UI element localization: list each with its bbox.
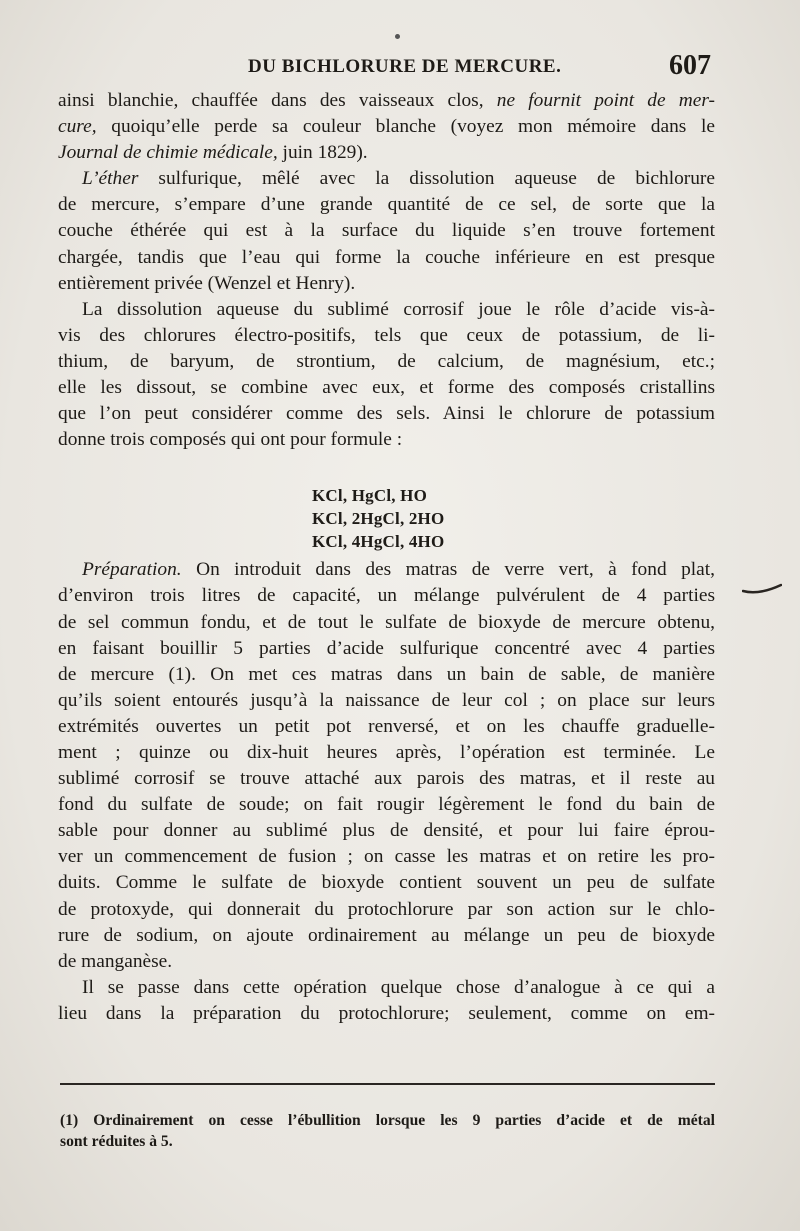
footnote-line: sont réduites à 5.	[60, 1133, 173, 1150]
printer-dot	[395, 34, 400, 39]
text-line: en faisant bouillir 5 parties d’acide sulfurique concentré avec 4 parties	[58, 637, 715, 659]
text-line: chargée, tandis que l’eau qui forme la couche inférieure en est presque	[58, 246, 715, 268]
text-line: cure, quoiqu’elle perde sa couleur blanche (voyez mon mémoire dans le	[58, 116, 715, 138]
text-line: ainsi blanchie, chauffée dans des vaisseaux clos, ne fournit point de mer-	[58, 90, 716, 111]
text-line: couche éthérée qui est à la surface du liquide s’en trouve fortement	[58, 220, 715, 242]
text-line: entièrement privée (Wenzel et Henry).	[58, 272, 356, 294]
text-line: Préparation. On introduit dans des matras de verre vert, à fond plat,	[82, 559, 715, 581]
text-line: elle les dissout, se combine avec eux, et forme des composés cristallins	[58, 377, 715, 399]
formula-line: KCl, 4HgCl, 4HO	[312, 532, 445, 551]
text-line: qu’ils soient entourés jusqu’à la naissance de leur col ; on place sur leurs	[58, 689, 715, 711]
text-line: rure de sodium, on ajoute ordinairement au mélange un peu de bioxyde	[58, 924, 715, 946]
formula-line: KCl, HgCl, HO	[312, 486, 427, 505]
text-line: duits. Comme le sulfate de bioxyde contient souvent un peu de sulfate	[58, 872, 715, 894]
text-line: ment ; quinze ou dix-huit heures après, l’opération est terminée. Le	[58, 741, 715, 763]
page-number: 607	[669, 50, 711, 81]
text-line: de mercure (1). On met ces matras dans un bain de sable, de manière	[58, 663, 715, 685]
text-line: sublimé corrosif se trouve attaché aux parois des matras, et il reste au	[58, 768, 715, 790]
text-line: donne trois composés qui ont pour formule :	[58, 429, 403, 451]
text-line: de sel commun fondu, et de tout le sulfate de bioxyde de mercure obtenu,	[58, 611, 715, 633]
formula-line: KCl, 2HgCl, 2HO	[312, 509, 445, 528]
running-title: DU BICHLORURE DE MERCURE.	[248, 56, 562, 77]
pencil-mark-icon	[742, 583, 782, 597]
text-line: vis des chlorures électro-positifs, tels que ceux de potassium, de li-	[58, 324, 715, 346]
text-line: Journal de chimie médicale, juin 1829).	[58, 142, 368, 164]
text-line: extrémités ouvertes un petit pot renversé, et on les chauffe graduelle-	[58, 715, 715, 737]
text-line: sable pour donner au sublimé plus de densité, et pour lui faire éprou-	[58, 820, 715, 842]
text-line: Il se passe dans cette opération quelque chose d’analogue à ce qui a	[82, 976, 715, 998]
text-line: de protoxyde, qui donnerait du protochlorure par son action sur le chlo-	[58, 898, 715, 920]
text-line: La dissolution aqueuse du sublimé corrosif joue le rôle d’acide vis-à-	[82, 298, 715, 320]
footnote-line: (1) Ordinairement on cesse l’ébullition lorsque les 9 parties d’acide et de métal	[60, 1112, 715, 1129]
footnote-rule	[60, 1083, 715, 1085]
text-line: L’éther sulfurique, mêlé avec la dissolution aqueuse de bichlorure	[82, 168, 715, 190]
body-text	[58, 88, 715, 1027]
text-line: que l’on peut considérer comme des sels. Ainsi le chlorure de potassium	[58, 403, 715, 425]
footnote	[60, 1110, 715, 1152]
text-line: de mercure, s’empare d’une grande quantité de ce sel, de sorte que la	[58, 194, 715, 216]
text-line: thium, de baryum, de strontium, de calcium, de magnésium, etc.;	[58, 350, 715, 372]
text-line: lieu dans la préparation du protochlorure; seulement, comme on em-	[58, 1002, 715, 1024]
formula-block	[312, 484, 444, 553]
text-line: fond du sulfate de soude; on fait rougir légèrement le fond du bain de	[58, 794, 715, 816]
text-line: d’environ trois litres de capacité, un mélange pulvérulent de 4 parties	[58, 585, 715, 607]
page-header	[60, 50, 715, 86]
text-line: ver un commencement de fusion ; on casse les matras et on retire les pro-	[58, 846, 715, 868]
text-line: de manganèse.	[58, 950, 173, 972]
